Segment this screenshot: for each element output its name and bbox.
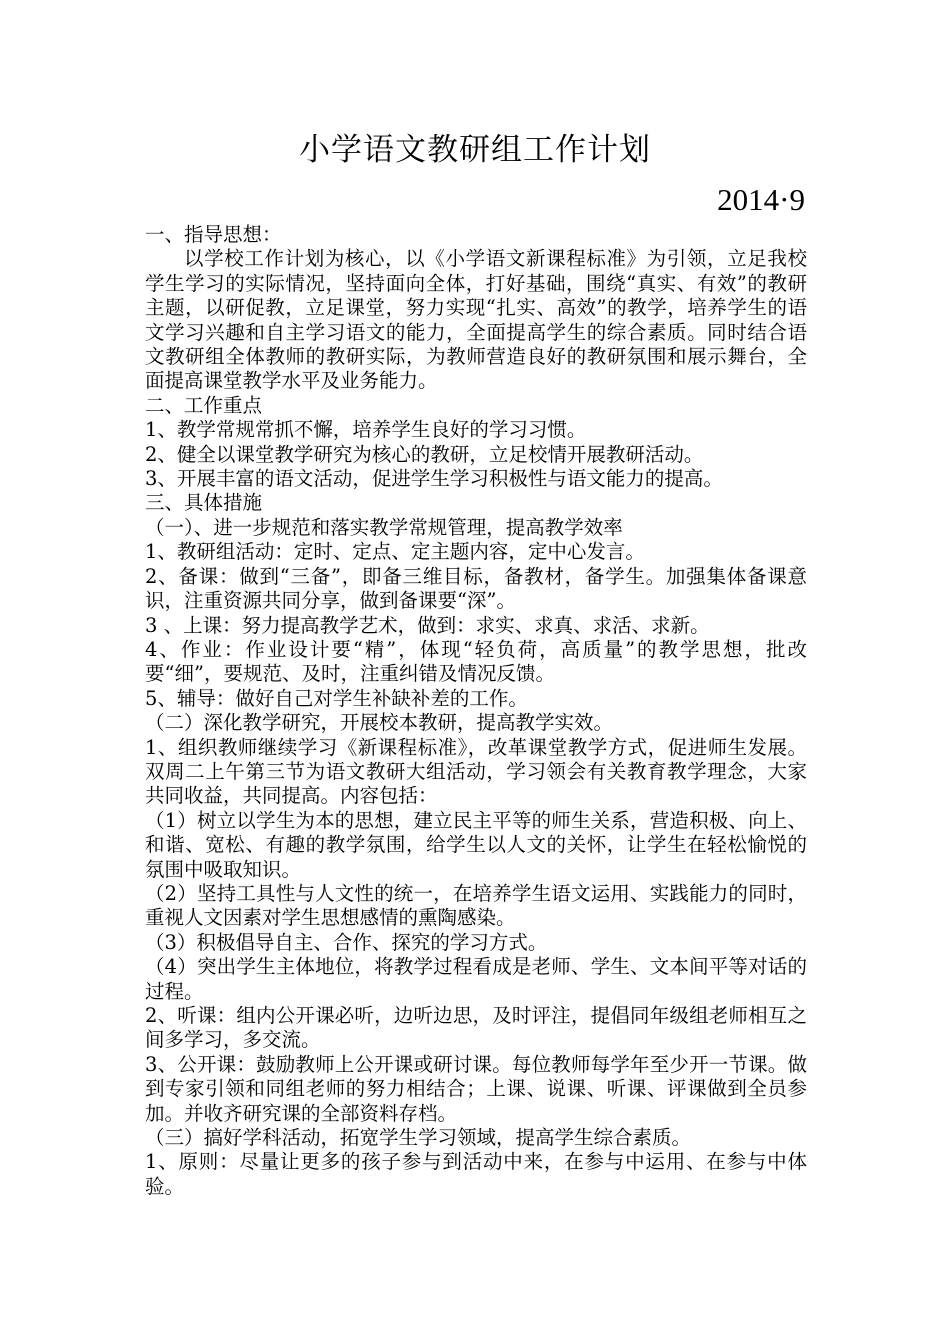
document-body xyxy=(145,223,807,1199)
subsection-heading: （二）深化教学研究，开展校本教研，提高教学实效。 xyxy=(145,711,614,735)
list-item: 4、作业：作业设计要“精”，体现“轻负荷，高质量”的教学思想，批改要“细”，要规范、及时，注重纠错及情况反馈。 xyxy=(145,637,807,686)
list-item: 2、健全以课堂教学研究为核心的教研，立足校情开展教研活动。 xyxy=(145,442,704,466)
subsection-heading: （三）搞好学科活动，拓宽学生学习领域，提高学生综合素质。 xyxy=(145,1126,692,1150)
list-item: 2、听课：组内公开课必听，边听边思，及时评注，提倡同年级组老师相互之间多学习，多交流。 xyxy=(145,1004,807,1052)
list-item: （2）坚持工具性与人文性的统一，在培养学生语文运用、实践能力的同时，重视人文因素对学生思想感情的熏陶感染。 xyxy=(145,881,807,930)
list-item: （3）积极倡导自主、合作、探究的学习方式。 xyxy=(145,930,548,954)
document-title: 小学语文教研组工作计划 xyxy=(299,132,651,168)
list-item: 1、原则：尽量让更多的孩子参与到活动中来，在参与中运用、在参与中体验。 xyxy=(145,1150,807,1198)
list-item: （1）树立以学生为本的思想，建立民主平等的师生关系，营造积极、向上、和谐、宽松、有趣的教学氛围，给学生以人文的关怀，让学生在轻松愉悦的氛围中吸取知识。 xyxy=(145,808,807,881)
list-item: 1、教学常规常抓不懈，培养学生良好的学习习惯。 xyxy=(145,418,587,442)
section-heading: 二、工作重点 xyxy=(145,393,263,417)
section-heading: 三、具体措施 xyxy=(145,491,263,515)
subsection-heading: （一）、进一步规范和落实教学常规管理，提高教学效率 xyxy=(145,515,623,539)
section-heading: 一、指导思想： xyxy=(145,223,282,246)
list-item: 3、开展丰富的语文活动，促进学生学习积极性与语文能力的提高。 xyxy=(145,467,723,491)
list-item: 1、组织教师继续学习《新课程标准》，改革课堂教学方式，促进师生发展。双周二上午第三节为语文教研大组活动，学习领会有关教育教学理念，大家共同收益，共同提高。内容包括： xyxy=(145,735,807,808)
paragraph: 以学校工作计划为核心，以《小学语文新课程标准》为引领，立足我校学生学习的实际情况，坚持面向全体，打好基础，围绕“真实、有效”的教研主题，以研促教，立足课堂，努力实现“扎实、高效”的教学，培养学生的语文学习兴趣和自主学习语文的能力，全面提高学生的综合素质。同时结合语文教研组全体教师的教研实际，为教师营造良好的教研氛围和展示舞台，全面提高课堂教学水平及业务能力。 xyxy=(145,247,807,393)
list-item: （4）突出学生主体地位，将教学过程看成是老师、学生、文本间平等对话的过程。 xyxy=(145,955,807,1003)
list-item: 3、公开课：鼓励教师上公开课或研讨课。每位教师每学年至少开一节课。做到专家引领和同组老师的努力相结合；上课、说课、听课、评课做到全员参加。并收齐研究课的全部资料存档。 xyxy=(145,1052,807,1125)
document-date: 2014·9 xyxy=(717,182,805,217)
list-item: 5、辅导：做好自己对学生补缺补差的工作。 xyxy=(145,686,528,710)
list-item: 1、教研组活动：定时、定点、定主题内容，定中心发言。 xyxy=(145,540,645,564)
list-item: 2、备课：做到“三备”，即备三维目标，备教材，备学生。加强集体备课意识，注重资源共同分享，做到备课要“深”。 xyxy=(145,564,807,613)
list-item: 3 、上课：努力提高教学艺术，做到：求实、求真、求活、求新。 xyxy=(145,613,710,637)
